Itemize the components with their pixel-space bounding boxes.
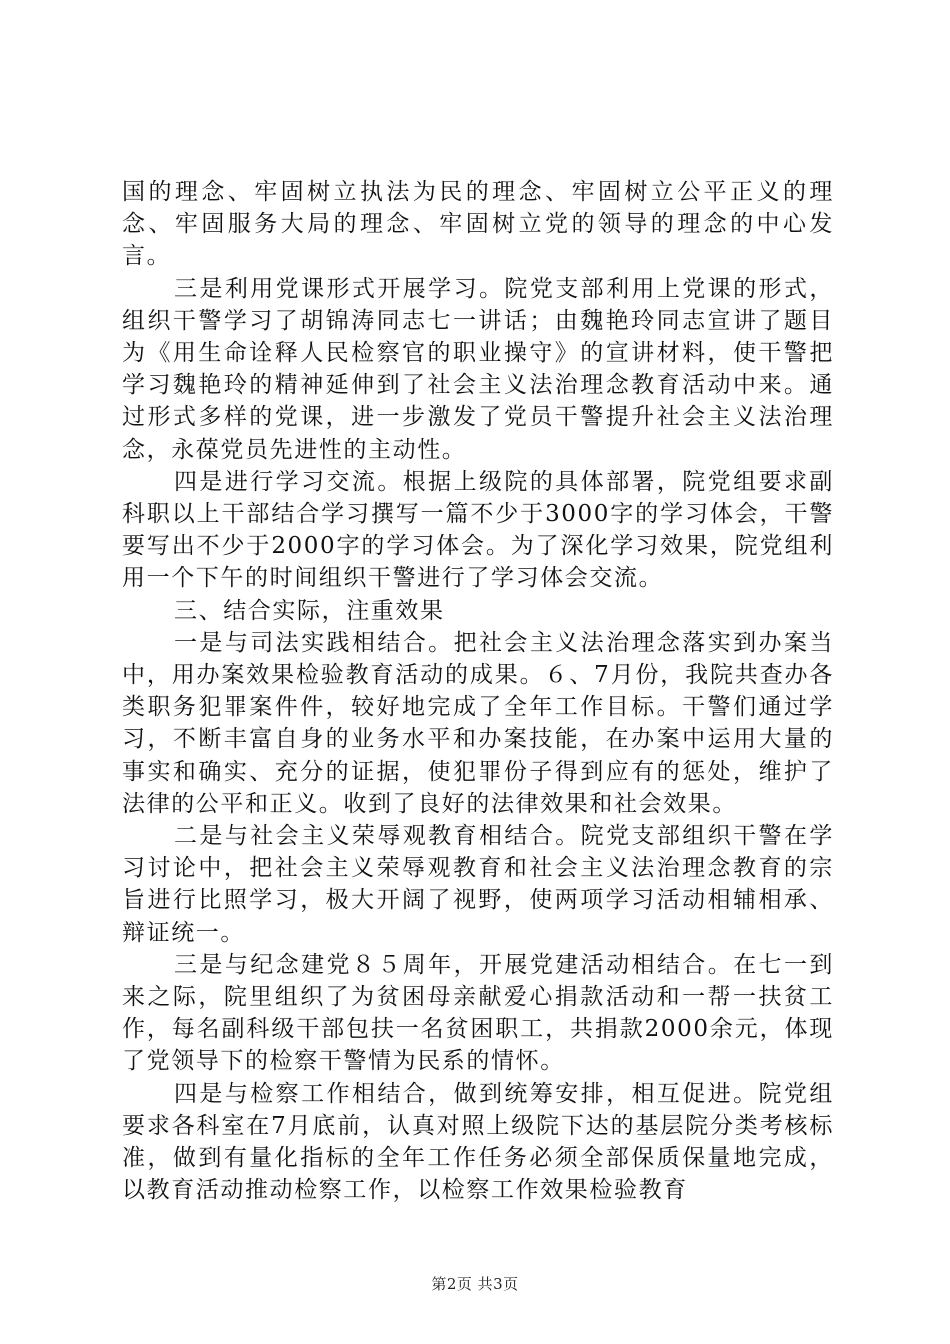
paragraph-study-exchange: 四是进行学习交流。根据上级院的具体部署，院党组要求副科职以上干部结合学习撰写一篇不少于3000字的学习体会，干警要写出不少于2000字的学习体会。为了深化学习效果，院党组利用一个下午的时间组织干警进行了学习体会交流。 xyxy=(122,468,834,592)
section-heading: 三、结合实际，注重效果 xyxy=(174,597,445,624)
paragraph-party-lecture: 三是利用党课形式开展学习。院党支部利用上党课的形式，组织干警学习了胡锦涛同志七一讲话；由魏艳玲同志宣讲了题目为《用生命诠释人民检察官的职业操守》的宣讲材料，使干警把学习魏艳玲的精神延伸到了社会主义法治理念教育活动中来。通过形式多样的党课，进一步激发了党员干警提升社会主义法治理念，永葆党员先进性的主动性。 xyxy=(122,275,834,463)
paragraph-honor-disgrace: 二是与社会主义荣辱观教育相结合。院党支部组织干警在学习讨论中，把社会主义荣辱观教育和社会主义法治理念教育的宗旨进行比照学习，极大开阔了视野，使两项学习活动相辅相承、辩证统一。 xyxy=(122,823,834,946)
paragraph-party-anniversary: 三是与纪念建党８５周年，开展党建活动相结合。在七一到来之际，院里组织了为贫困母亲献爱心捐款活动和一帮一扶贫工作，每名副科级干部包扶一名贫困职工，共捐款2000余元，体现了党领导下的检察干警情为民系的情怀。 xyxy=(122,951,834,1075)
paragraph-continuation: 国的理念、牢固树立执法为民的理念、牢固树立公平正义的理念、牢固服务大局的理念、牢固树立党的领导的理念的中心发言。 xyxy=(122,179,834,270)
paragraph-judicial-practice: 一是与司法实践相结合。把社会主义法治理念落实到办案当中，用办案效果检验教育活动的成果。６、7月份，我院共查办各类职务犯罪案件件，较好地完成了全年工作目标。干警们通过学习，不断丰富自身的业务水平和办案技能，在办案中运用大量的事实和确实、充分的证据，使犯罪份子得到应有的惩处，维护了法律的公平和正义。收到了良好的法律效果和社会效果。 xyxy=(122,629,834,817)
paragraph-procuratorial-work: 四是与检察工作相结合，做到统筹安排，相互促进。院党组要求各科室在7月底前，认真对照上级院下达的基层院分类考核标准，做到有量化指标的全年工作任务必须全部保质保量地完成，以教育活动推动检察工作，以检察工作效果检验教育 xyxy=(122,1080,834,1204)
document-body xyxy=(122,176,834,1207)
page-footer: 第2页 共3页 xyxy=(431,1275,519,1293)
